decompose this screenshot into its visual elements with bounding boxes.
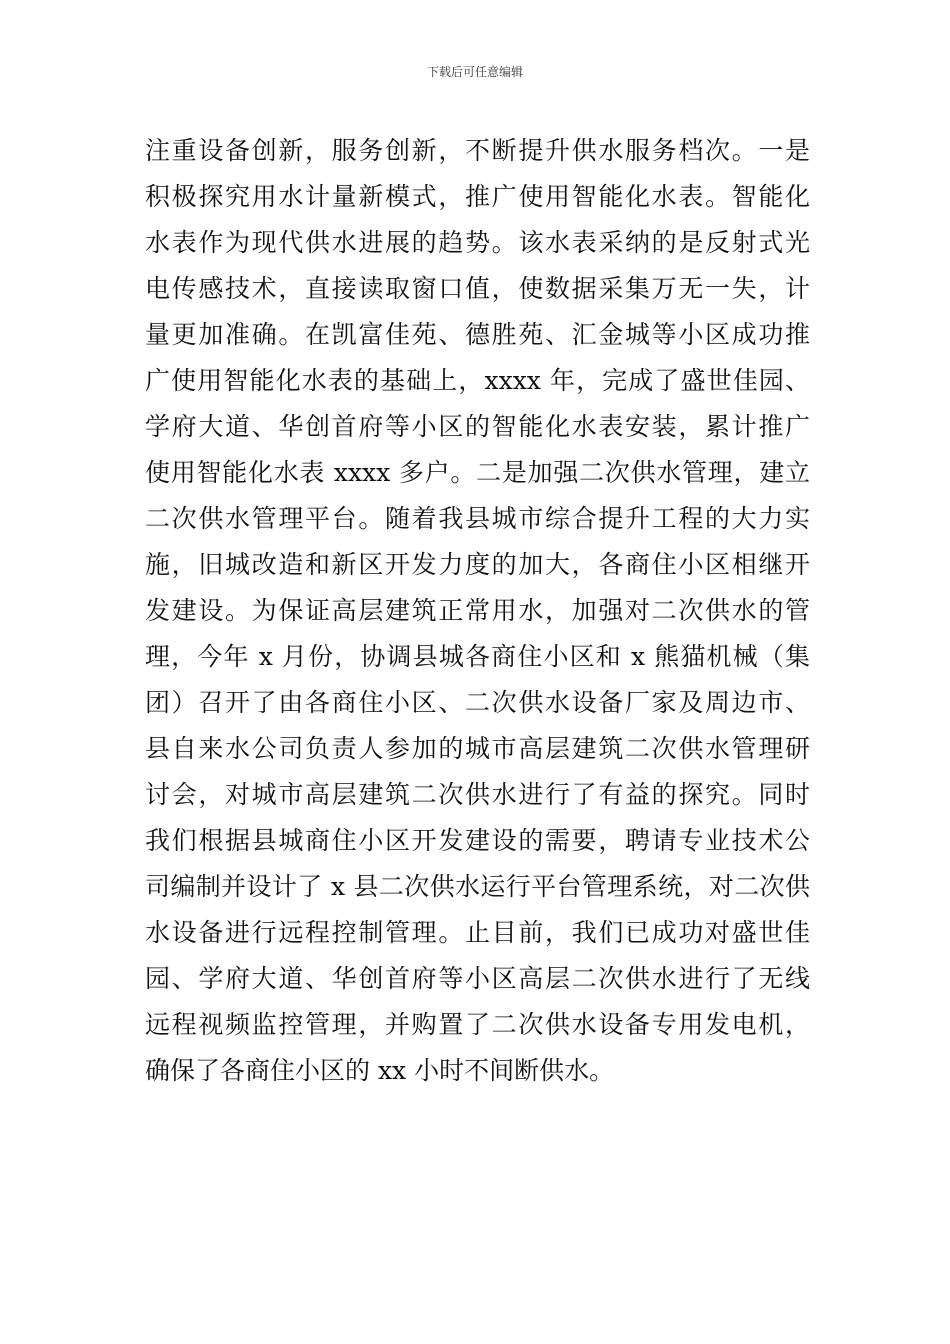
paragraph-line: 水表作为现代供水进展的趋势。该水表采纳的是反射式光 bbox=[145, 228, 810, 257]
paragraph-line: 使用智能化水表 xxxx 多户。二是加强二次供水管理，建立 bbox=[145, 458, 810, 487]
page-header: 下载后可任意编辑 bbox=[426, 65, 523, 79]
paragraph-line: 县自来水公司负责人参加的城市高层建筑二次供水管理研 bbox=[145, 734, 810, 763]
paragraph-line: 施，旧城改造和新区开发力度的加大，各商住小区相继开 bbox=[145, 550, 810, 579]
paragraph-line: 学府大道、华创首府等小区的智能化水表安装，累计推广 bbox=[145, 412, 810, 441]
paragraph-line: 讨会，对城市高层建筑二次供水进行了有益的探究。同时 bbox=[145, 780, 810, 809]
paragraph-line: 发建设。为保证高层建筑正常用水，加强对二次供水的管 bbox=[145, 596, 810, 625]
paragraph-line: 远程视频监控管理，并购置了二次供水设备专用发电机， bbox=[145, 1010, 810, 1039]
paragraph-line: 理，今年 x 月份，协调县城各商住小区和 x 熊猫机械（集 bbox=[145, 642, 810, 671]
paragraph-line: 园、学府大道、华创首府等小区高层二次供水进行了无线 bbox=[145, 964, 810, 993]
body-paragraph bbox=[145, 128, 810, 1094]
paragraph-line: 注重设备创新，服务创新，不断提升供水服务档次。一是 bbox=[145, 136, 810, 165]
paragraph-line: 确保了各商住小区的 xx 小时不间断供水。 bbox=[145, 1056, 615, 1085]
paragraph-line: 广使用智能化水表的基础上，xxxx 年，完成了盛世佳园、 bbox=[145, 366, 810, 395]
paragraph-line: 团）召开了由各商住小区、二次供水设备厂家及周边市、 bbox=[145, 688, 810, 717]
paragraph-line: 电传感技术，直接读取窗口值，使数据采集万无一失，计 bbox=[145, 274, 810, 303]
paragraph-line: 二次供水管理平台。随着我县城市综合提升工程的大力实 bbox=[145, 504, 810, 533]
paragraph-line: 量更加准确。在凯富佳苑、德胜苑、汇金城等小区成功推 bbox=[145, 320, 810, 349]
paragraph-line: 积极探究用水计量新模式，推广使用智能化水表。智能化 bbox=[145, 182, 810, 211]
paragraph-line: 司编制并设计了 x 县二次供水运行平台管理系统，对二次供 bbox=[145, 872, 810, 901]
paragraph-line: 水设备进行远程控制管理。止目前，我们已成功对盛世佳 bbox=[145, 918, 810, 947]
paragraph-line: 我们根据县城商住小区开发建设的需要，聘请专业技术公 bbox=[145, 826, 810, 855]
